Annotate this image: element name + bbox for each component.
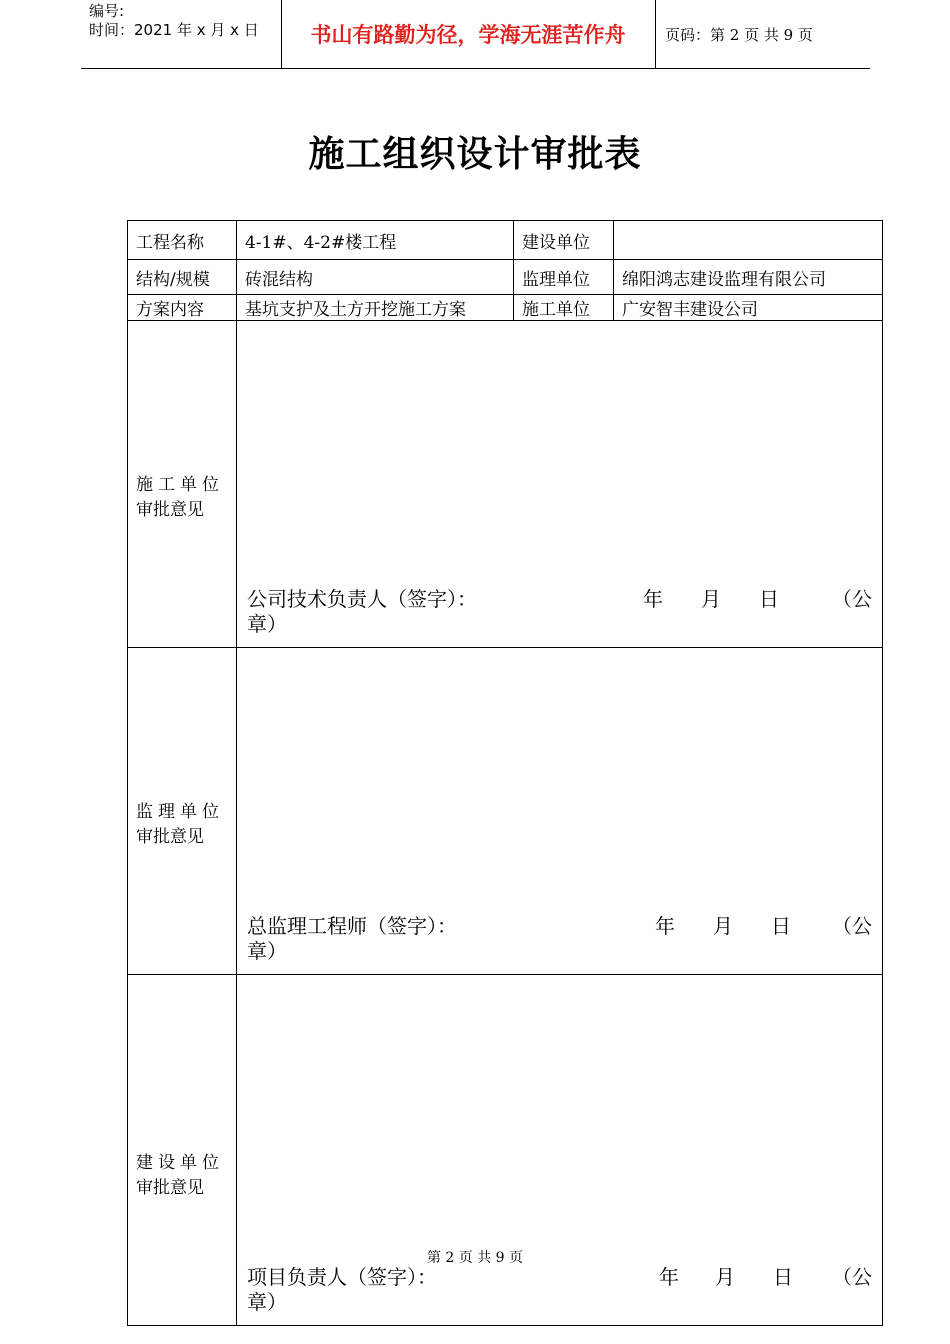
- seal-label: （公: [832, 587, 872, 611]
- header-page-info: 页码：第 2 页 共 9 页: [665, 25, 813, 44]
- day-label: 日: [771, 914, 791, 938]
- seal-label-end: 章）: [247, 1290, 287, 1314]
- plan-value: 基坑支护及土方开挖施工方案: [237, 295, 514, 321]
- structure-value: 砖混结构: [237, 260, 514, 295]
- contractor-label: 施工单位: [514, 295, 614, 321]
- signer-label: 总监理工程师（签字）：: [247, 914, 457, 938]
- opinion-label: [128, 648, 237, 975]
- opinion-label-line2: 审批意见: [136, 827, 204, 847]
- opinion-box: [237, 321, 883, 648]
- table-row: [128, 221, 883, 260]
- month-label: 月: [713, 914, 733, 938]
- table-row: [128, 260, 883, 295]
- opinion-label-line2: 审批意见: [136, 500, 204, 520]
- signer-label: 项目负责人（签字）：: [247, 1265, 437, 1289]
- year-label: 年: [655, 914, 675, 938]
- document-number-label: 编号:: [89, 2, 125, 20]
- project-name-value: 4-1#、4-2#楼工程: [237, 221, 514, 260]
- page-footer: 第 2 页 共 9 页: [426, 1250, 524, 1266]
- table-row: [128, 295, 883, 321]
- supervisor-label: 监理单位: [514, 260, 614, 295]
- opinion-label-line1: 监理单位: [136, 802, 224, 822]
- document-time: 时间：2021 年 x 月 x 日: [89, 21, 259, 39]
- opinion-box: [237, 648, 883, 975]
- structure-label: 结构/规模: [128, 260, 237, 295]
- approval-form-table: [127, 220, 883, 1326]
- day-label: 日: [773, 1265, 793, 1289]
- opinion-label-line1: 建设单位: [136, 1153, 224, 1173]
- owner-value: [614, 221, 883, 260]
- day-label: 日: [759, 587, 779, 611]
- contractor-opinion-row: [128, 321, 883, 648]
- opinion-label: [128, 975, 237, 1326]
- seal-label: （公: [832, 1265, 872, 1289]
- opinion-label-line1: 施工单位: [136, 475, 224, 495]
- seal-label: （公: [832, 914, 872, 938]
- seal-label-end: 章）: [247, 612, 287, 636]
- owner-label: 建设单位: [514, 221, 614, 260]
- owner-opinion-row: [128, 975, 883, 1326]
- seal-label-end: 章）: [247, 939, 287, 963]
- year-label: 年: [643, 587, 663, 611]
- plan-label: 方案内容: [128, 295, 237, 321]
- opinion-label-line2: 审批意见: [136, 1178, 204, 1198]
- year-label: 年: [659, 1265, 679, 1289]
- supervisor-value: 绵阳鸿志建设监理有限公司: [614, 260, 883, 295]
- signer-label: 公司技术负责人（签字）：: [247, 587, 477, 611]
- supervisor-opinion-row: [128, 648, 883, 975]
- page-header: [81, 0, 870, 69]
- month-label: 月: [715, 1265, 735, 1289]
- month-label: 月: [701, 587, 721, 611]
- header-divider: [655, 0, 656, 68]
- opinion-box: [237, 975, 883, 1326]
- header-meta: [89, 2, 279, 68]
- header-motto: 书山有路勤为径，学海无涯苦作舟: [310, 23, 626, 47]
- contractor-value: 广安智丰建设公司: [614, 295, 883, 321]
- project-name-label: 工程名称: [128, 221, 237, 260]
- document-title: 施工组织设计审批表: [308, 134, 642, 175]
- opinion-label: [128, 321, 237, 648]
